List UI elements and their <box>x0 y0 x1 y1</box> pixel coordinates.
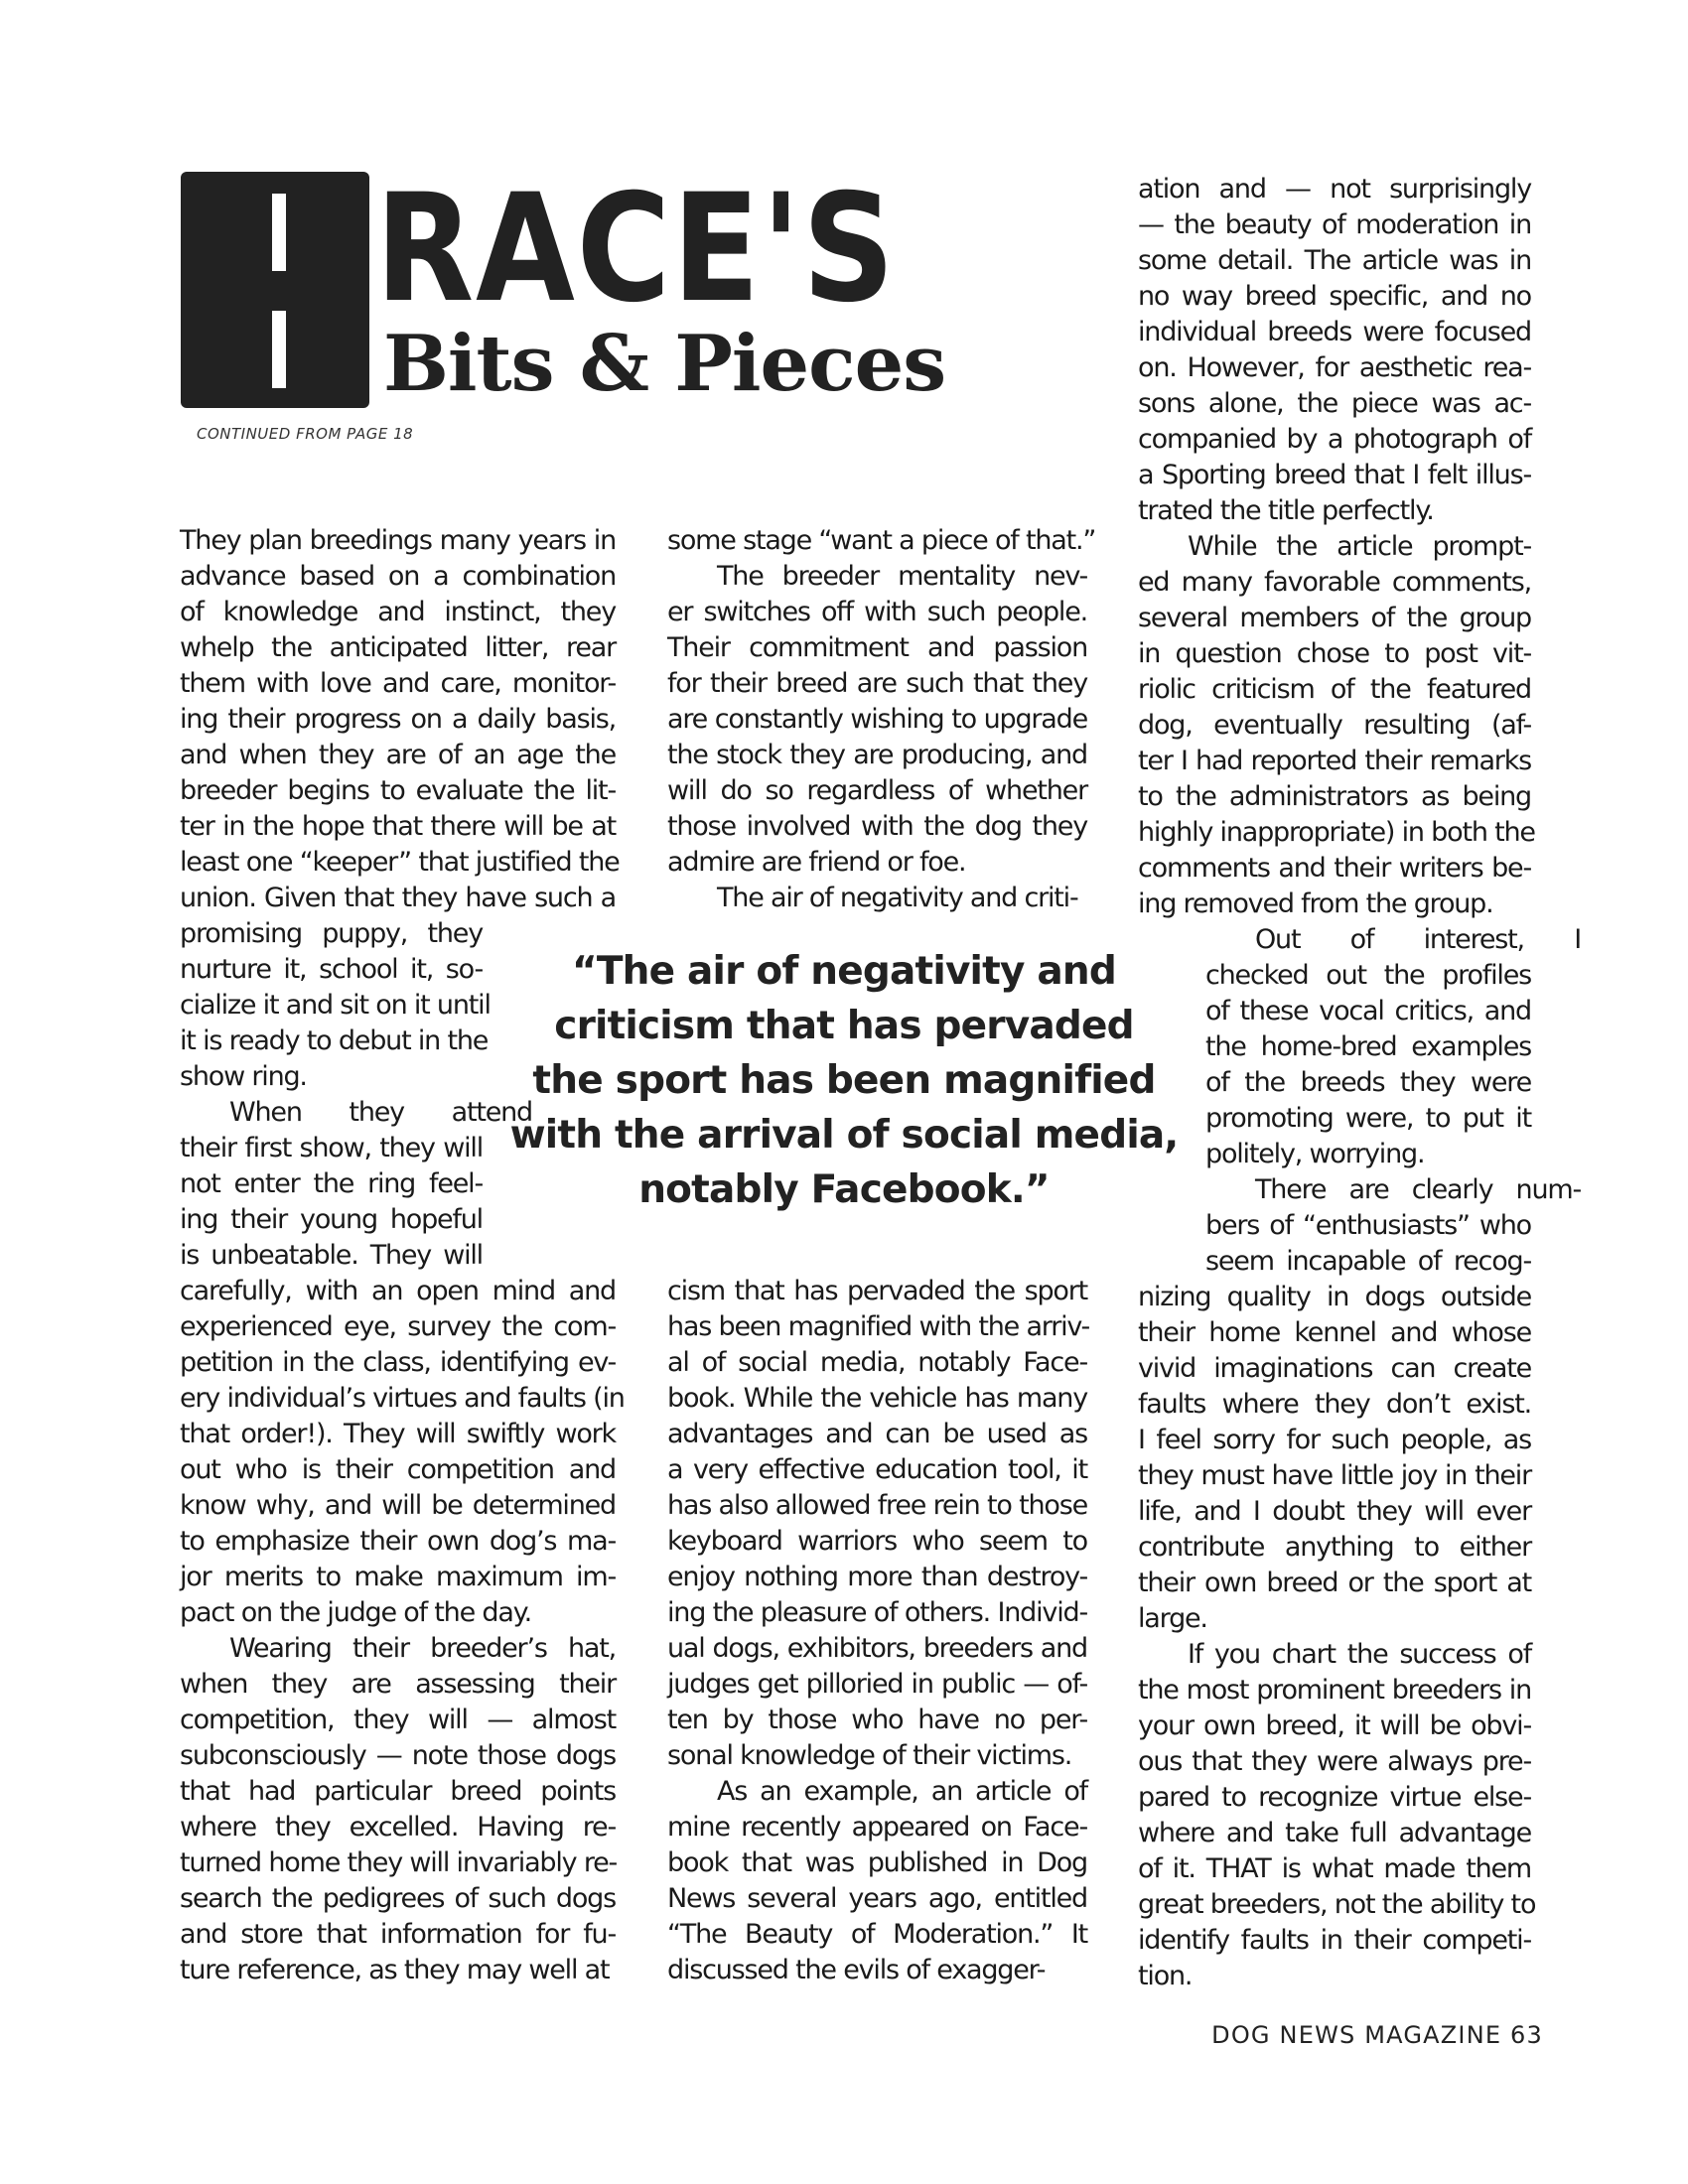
text-line: some detail. The article was in <box>1138 245 1531 276</box>
text-line: News several years ago, entitled <box>667 1883 1087 1914</box>
column-logo <box>181 163 971 409</box>
text-line: union. Given that they have such a <box>180 883 616 913</box>
text-line: Wearing their breeder’s hat, <box>229 1633 616 1664</box>
text-line: promoting were, to put it <box>1205 1103 1531 1134</box>
text-line: and when they are of an age the <box>180 740 616 770</box>
text-line: — the beauty of moderation in <box>1138 209 1531 240</box>
text-line: the stock they are producing, and <box>667 740 1087 770</box>
text-line: highly inappropriate) in both the <box>1138 817 1535 848</box>
article-column-1 <box>180 523 625 1988</box>
page-footer: DOG NEWS MAGAZINE 63 <box>1211 2021 1543 2049</box>
text-line: the home-bred examples <box>1205 1031 1531 1062</box>
article-column-2-bottom <box>667 1274 1090 1988</box>
text-line: to emphasize their own dog’s ma- <box>180 1526 616 1557</box>
text-line: are constantly wishing to upgrade <box>667 704 1087 735</box>
text-line: While the article prompt- <box>1188 531 1531 562</box>
text-line: mine recently appeared on Face- <box>667 1812 1087 1843</box>
text-line: nurture it, school it, so- <box>180 954 483 985</box>
text-line: cism that has pervaded the sport <box>667 1276 1087 1306</box>
text-line: book that was published in Dog <box>667 1847 1087 1878</box>
pull-quote-line: the sport has been magnified <box>532 1058 1156 1103</box>
text-line: and store that information for fu- <box>180 1919 616 1950</box>
text-line: is unbeatable. They will <box>180 1240 483 1271</box>
text-line: not enter the ring feel- <box>180 1168 483 1199</box>
text-line: nizing quality in dogs outside <box>1138 1282 1531 1312</box>
text-line: jor merits to make maximum im- <box>180 1562 616 1592</box>
text-line: seem incapable of recog- <box>1205 1246 1531 1277</box>
text-line: they must have little joy in their <box>1138 1460 1531 1491</box>
text-line: contribute anything to either <box>1138 1532 1531 1563</box>
text-line: subconsciously — note those dogs <box>180 1740 616 1771</box>
text-line: Their commitment and passion <box>667 632 1087 663</box>
text-line: of knowledge and instinct, they <box>180 597 616 627</box>
text-line: of it. THAT is what made them <box>1138 1853 1531 1884</box>
pull-quote-line: criticism that has pervaded <box>554 1004 1134 1048</box>
text-line: their first show, they will <box>180 1133 483 1163</box>
text-line: ter in the hope that there will be at <box>180 811 616 842</box>
text-line: ing removed from the group. <box>1138 888 1493 919</box>
text-line: tion. <box>1138 1961 1193 1991</box>
article-column-3 <box>1138 172 1581 1994</box>
text-line: al of social media, notably Face- <box>667 1347 1087 1378</box>
text-line: sons alone, the piece was ac- <box>1138 388 1531 419</box>
text-line: has been magnified with the arriv- <box>667 1311 1090 1342</box>
text-line: of these vocal critics, and <box>1205 996 1531 1026</box>
text-line: least one “keeper” that justified the <box>180 847 620 878</box>
logo-wordmark: RACE'S <box>375 163 897 336</box>
text-line: competition, they will — almost <box>180 1705 616 1735</box>
text-line: dog, eventually resulting (af- <box>1138 710 1531 741</box>
text-line: them with love and care, monitor- <box>180 668 616 699</box>
text-line: those involved with the dog they <box>667 811 1087 842</box>
text-line: book. While the vehicle has many <box>667 1383 1087 1414</box>
text-line: cialize it and sit on it until <box>180 990 491 1021</box>
text-line: judges get pilloried in public — of- <box>667 1669 1087 1700</box>
text-line: experienced eye, survey the com- <box>180 1311 616 1342</box>
text-line: pact on the judge of the day. <box>180 1597 531 1628</box>
text-line: when they are assessing their <box>180 1669 616 1700</box>
text-line: enjoy nothing more than destroy- <box>667 1562 1087 1592</box>
text-line: discussed the evils of exagger- <box>667 1955 1046 1985</box>
pull-quote-line: with the arrival of social media, <box>509 1113 1179 1158</box>
text-line: If you chart the success of <box>1188 1639 1531 1670</box>
text-line: When they attend <box>229 1097 532 1128</box>
text-line: ter I had reported their remarks <box>1138 746 1531 776</box>
text-line: The air of negativity and criti- <box>717 883 1078 913</box>
text-line: ing their progress on a daily basis, <box>180 704 616 735</box>
text-line: on. However, for aesthetic rea- <box>1138 352 1531 383</box>
text-line: ing the pleasure of others. Individ- <box>667 1597 1087 1628</box>
article-column-2-top <box>667 523 1096 916</box>
pull-quote-line: “The air of negativity and <box>572 949 1116 994</box>
text-line: admire are friend or foe. <box>667 847 966 878</box>
text-line: ual dogs, exhibitors, breeders and <box>667 1633 1087 1664</box>
text-line: There are clearly num- <box>1255 1174 1581 1205</box>
text-line: trated the title perfectly. <box>1138 495 1434 526</box>
text-line: to the administrators as being <box>1138 781 1531 812</box>
logo-letter-b <box>181 172 369 408</box>
text-line: ing their young hopeful <box>180 1204 483 1235</box>
text-line: several members of the group <box>1138 603 1531 633</box>
text-line: vivid imaginations can create <box>1138 1353 1531 1384</box>
text-line: show ring. <box>180 1061 307 1092</box>
text-line: “The Beauty of Moderation.” It <box>667 1919 1087 1950</box>
text-line: faults where they don’t exist. <box>1138 1389 1531 1420</box>
column-subtitle: Bits & Pieces <box>383 319 946 409</box>
text-line: ture reference, as they may well at <box>180 1955 610 1985</box>
text-line: your own breed, it will be obvi- <box>1138 1710 1531 1741</box>
text-line: carefully, with an open mind and <box>180 1276 616 1306</box>
text-line: identify faults in their competi- <box>1138 1925 1531 1956</box>
text-line: search the pedigrees of such dogs <box>180 1883 616 1914</box>
text-line: the most prominent breeders in <box>1138 1675 1531 1706</box>
text-line: their home kennel and whose <box>1138 1317 1531 1348</box>
text-line: life, and I doubt they will ever <box>1138 1496 1531 1527</box>
text-line: ous that they were always pre- <box>1138 1746 1531 1777</box>
text-line: advance based on a combination <box>180 561 616 592</box>
text-line: Out of interest, I <box>1255 924 1581 955</box>
pull-quote-line: notably Facebook.” <box>638 1167 1050 1212</box>
text-line: ery individual’s virtues and faults (in <box>180 1383 625 1414</box>
continued-from-label: CONTINUED FROM PAGE 18 <box>197 425 414 443</box>
text-line: ed many favorable comments, <box>1138 567 1531 598</box>
text-line: of the breeds they were <box>1205 1067 1531 1098</box>
text-line: They plan breedings many years in <box>180 525 616 556</box>
text-line: some stage “want a piece of that.” <box>667 525 1096 556</box>
text-line: individual breeds were focused <box>1138 317 1531 347</box>
text-line: that order!). They will swiftly work <box>180 1419 616 1449</box>
text-line: a Sporting breed that I felt illus- <box>1138 460 1531 490</box>
text-line: sonal knowledge of their victims. <box>667 1740 1072 1771</box>
text-line: turned home they will invariably re- <box>180 1847 618 1878</box>
text-line: breeder begins to evaluate the lit- <box>180 775 616 806</box>
text-line: As an example, an article of <box>717 1776 1087 1807</box>
text-line: in question chose to post vit- <box>1138 638 1531 669</box>
text-line: will do so regardless of whether <box>667 775 1087 806</box>
text-line: riolic criticism of the featured <box>1138 674 1531 705</box>
text-line: keyboard warriors who seem to <box>667 1526 1087 1557</box>
text-line: for their breed are such that they <box>667 668 1087 699</box>
text-line: politely, worrying. <box>1205 1139 1425 1169</box>
text-line: great breeders, not the ability to <box>1138 1889 1536 1920</box>
text-line: bers of “enthusiasts” who <box>1205 1210 1531 1241</box>
pull-quote <box>506 944 1182 1217</box>
text-line: no way breed specific, and no <box>1138 281 1531 312</box>
text-line: checked out the profiles <box>1205 960 1531 991</box>
text-line: ten by those who have no per- <box>667 1705 1087 1735</box>
text-line: pared to recognize virtue else- <box>1138 1782 1531 1813</box>
text-line: it is ready to debut in the <box>180 1025 489 1056</box>
text-line: I feel sorry for such people, as <box>1138 1425 1531 1455</box>
text-line: has also allowed free rein to those <box>667 1490 1087 1521</box>
text-line: out who is their competition and <box>180 1454 616 1485</box>
text-line: their own breed or the sport at <box>1138 1568 1531 1598</box>
text-line: whelp the anticipated litter, rear <box>180 632 616 663</box>
text-line: er switches off with such people. <box>667 597 1087 627</box>
text-line: know why, and will be determined <box>180 1490 616 1521</box>
text-line: comments and their writers be- <box>1138 853 1531 884</box>
text-line: a very effective education tool, it <box>667 1454 1087 1485</box>
text-line: advantages and can be used as <box>667 1419 1087 1449</box>
text-line: ation and — not surprisingly <box>1138 174 1531 205</box>
text-line: companied by a photograph of <box>1138 424 1531 455</box>
text-line: that had particular breed points <box>180 1776 616 1807</box>
text-line: promising puppy, they <box>180 918 483 949</box>
text-line: The breeder mentality nev- <box>717 561 1087 592</box>
text-line: large. <box>1138 1603 1207 1634</box>
text-line: where and take full advantage <box>1138 1818 1531 1848</box>
text-line: petition in the class, identifying ev- <box>180 1347 616 1378</box>
text-line: where they excelled. Having re- <box>180 1812 616 1843</box>
